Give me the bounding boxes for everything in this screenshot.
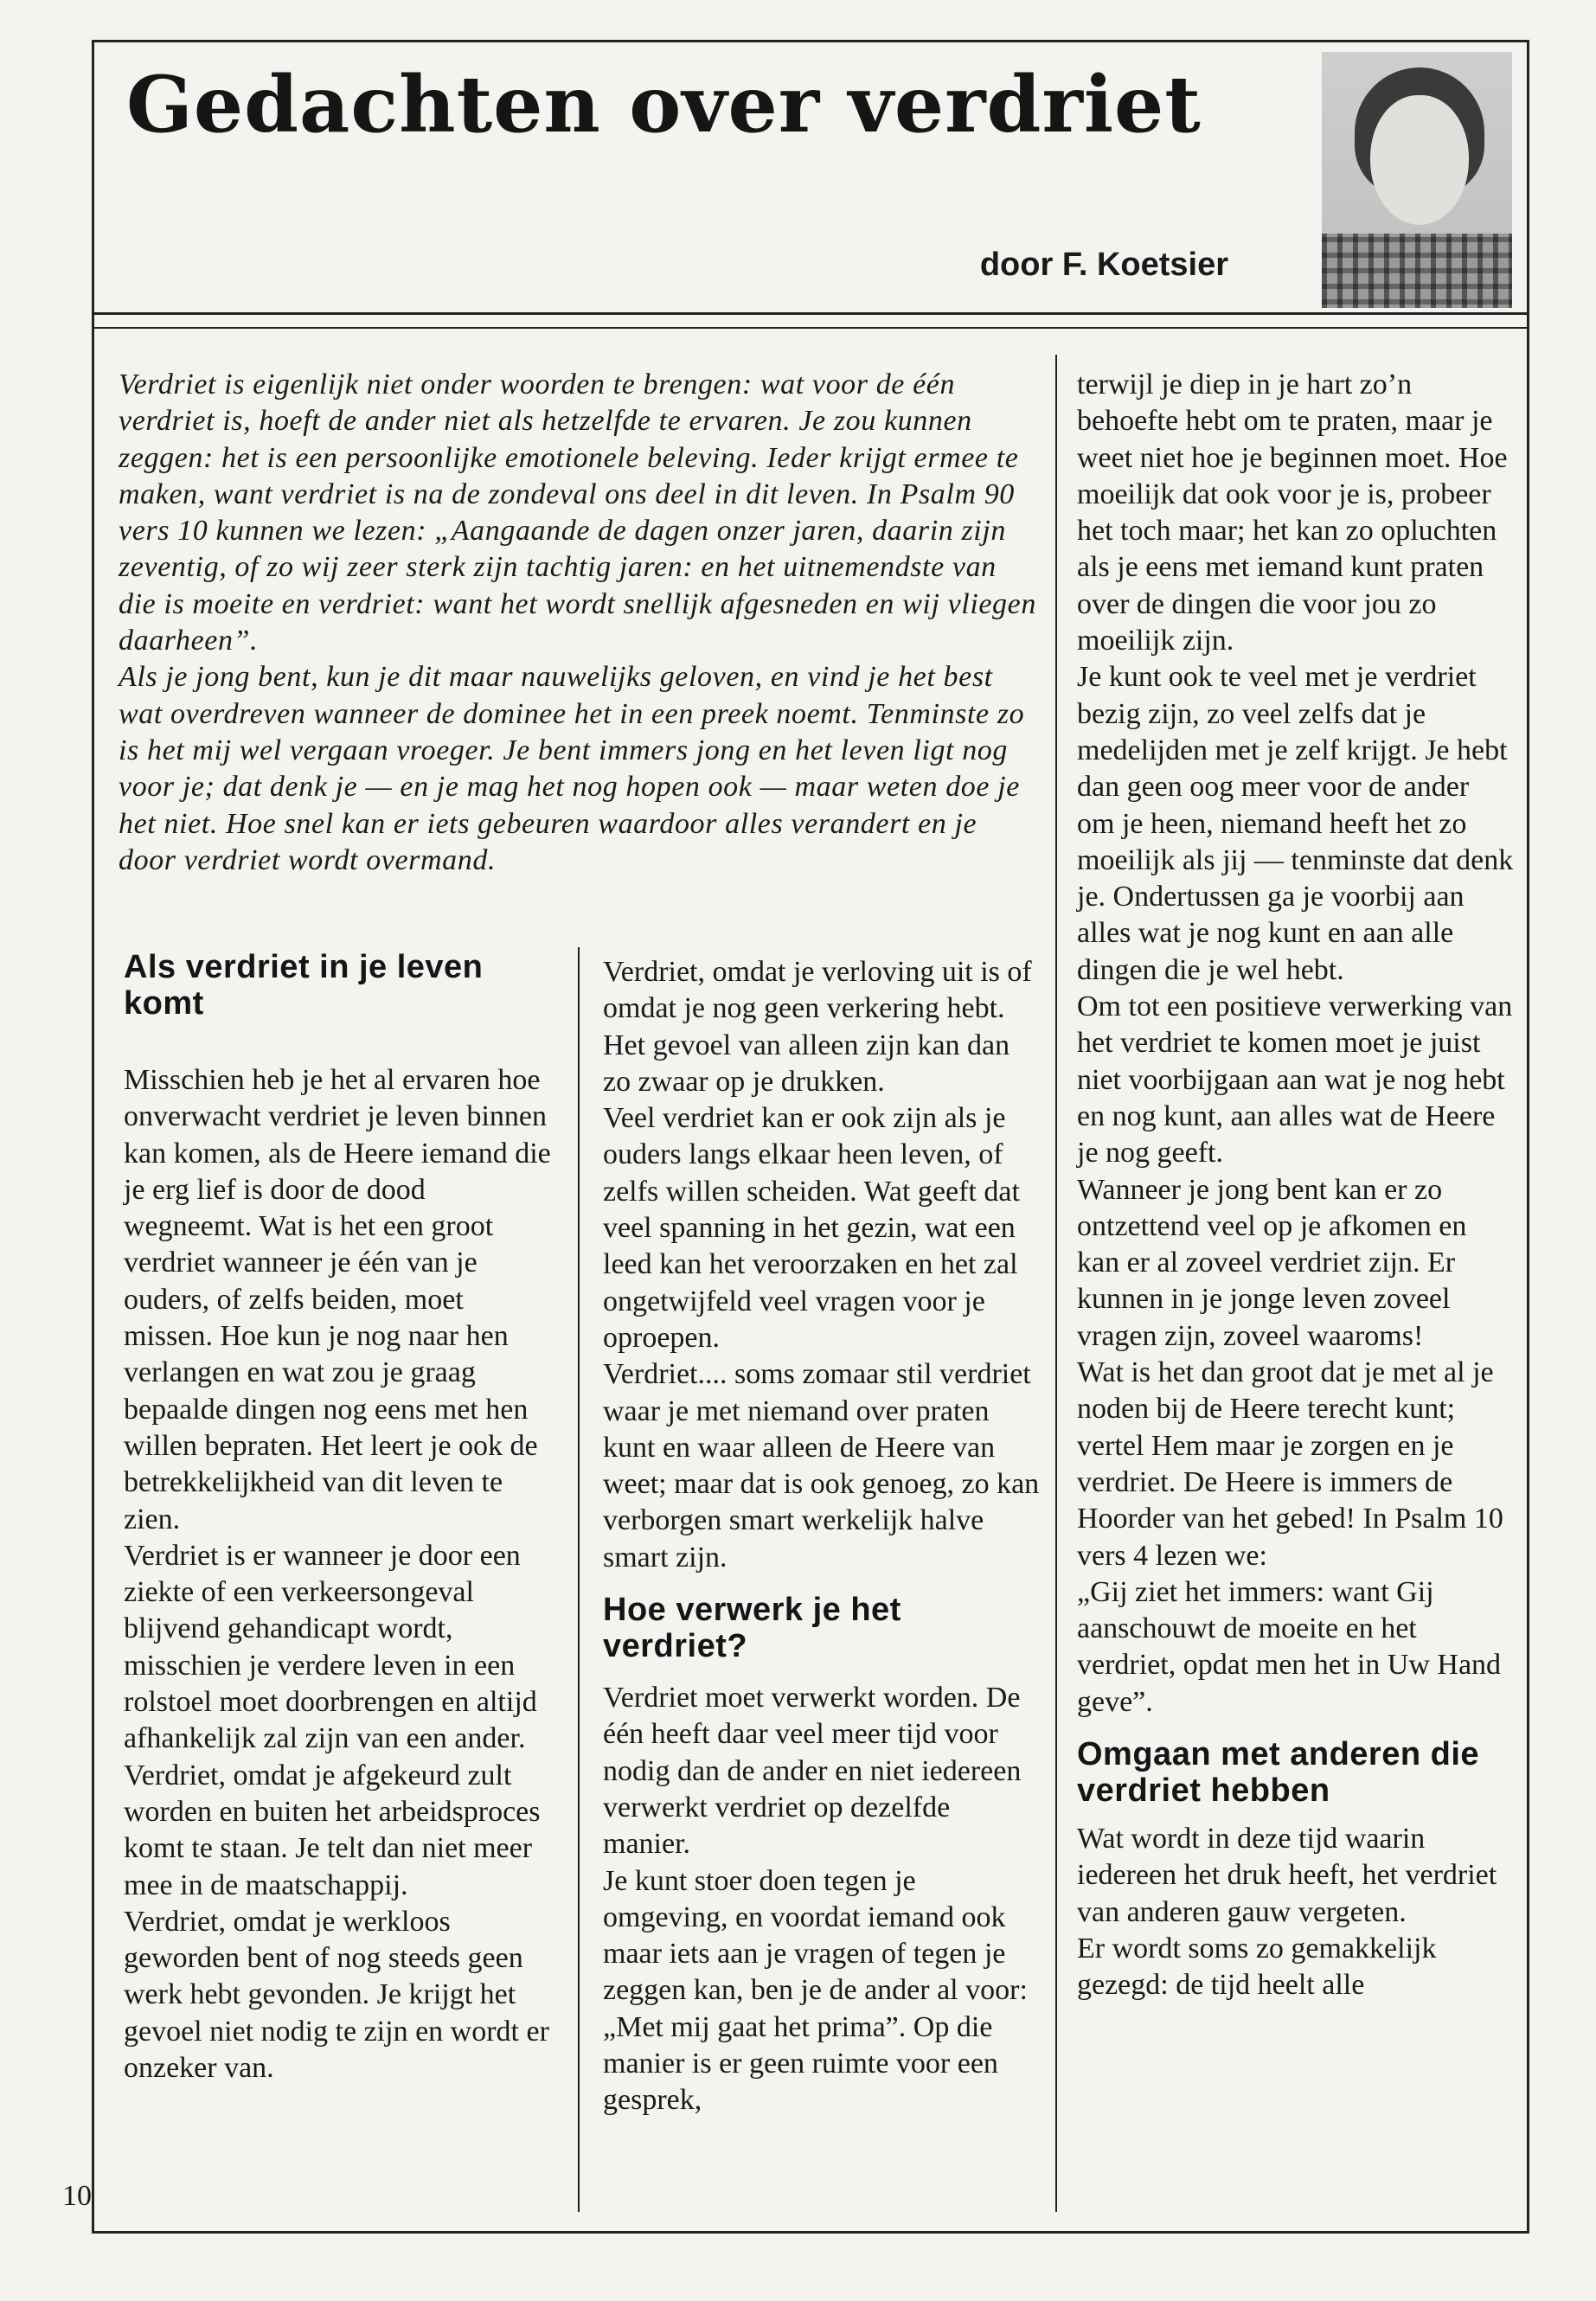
body-paragraph: Om tot een positieve verwerking van het verdriet te komen moet je juist niet voorbijgaan aan wat je nog hebt en nog kunt, aan alles wat de Heere je nog geeft. (1077, 990, 1513, 1170)
column-divider-1 (578, 947, 580, 2212)
body-paragraph: Verdriet, omdat je werkloos geworden bent of nog steeds geen werk hebt gevonden. Je krijgt het gevoel niet nodig te zijn en wordt er onzeker van. (124, 1905, 549, 2085)
author-byline: door F. Koetsier (979, 247, 1228, 283)
section-heading-omgaan: Omgaan met anderen die verdriet hebben (1077, 1735, 1480, 1809)
body-paragraph: Je kunt ook te veel met je verdriet bezig zijn, zo veel zelfs dat je medelijden met je zelf krijgt. Je hebt dan geen oog meer voor de ander om je heen, niemand heeft het zo moeilijk als jij — tenminste dat denk je. Ondertussen ga je voorbij aan alles wat je nog kunt en aan alle dingen die je wel hebt. (1077, 661, 1514, 986)
body-paragraph: Verdriet, omdat je afgekeurd zult worden en buiten het arbeidsproces komt te staan. Je telt dan niet meer mee in de maatschappij. (124, 1759, 541, 1901)
intro-paragraph: Als je jong bent, kun je dit maar nauwelijks geloven, en vind je het best wat overdreven wanneer de dominee het in een preek noemt. Tenminste zo is het mij wel vergaan vroeger. Je bent immers jong en het leven ligt nog voor je; dat denk je — en je mag het nog hopen ook — maar weten doe je het niet. Hoe snel kan er iets gebeuren waardoor alles verandert en je door verdriet wordt overmand. (119, 661, 1025, 876)
body-paragraph: „Gij ziet het immers: want Gij aanschouwt de moeite en het verdriet, opdat men het in Uw Hand geve”. (1077, 1575, 1502, 1718)
page-number: 10 (62, 2180, 92, 2212)
photo-face (1370, 95, 1469, 225)
title-divider (92, 327, 1529, 329)
column-1 (124, 1062, 556, 2086)
body-paragraph: Verdriet is er wanneer je door een ziekte of een verkeersongeval blijvend gehandicapt wordt, misschien je verdere leven in een rolstoel moet doorbrengen en altijd afhankelijk zal zijn van een ander. (124, 1539, 537, 1755)
column-2 (603, 954, 1040, 2119)
section-heading-hoe-verwerk: Hoe verwerk je het verdriet? (603, 1592, 901, 1665)
body-paragraph: Misschien heb je het al ervaren hoe onverwacht verdriet je leven binnen kan komen, als de Heere iemand die je erg lief is door de dood wegneemt. Wat is het een groot verdriet wanneer je één van je ouders, of zelfs beiden, moet missen. Hoe kun je nog naar hen verlangen en wat zou je graag bepaalde dingen nog eens met hen willen bepraten. Het leert je ook de betrekkelijkheid van dit leven te zien. (124, 1064, 551, 1535)
body-paragraph: Wat is het dan groot dat je met al je noden bij de Heere terecht kunt; vertel Hem maar je zorgen en je verdriet. De Heere is immers de Hoorder van het gebed! In Psalm 10 vers 4 lezen we: (1077, 1356, 1503, 1572)
author-photo (1322, 52, 1512, 308)
body-paragraph: Verdriet moet verwerkt worden. De één heeft daar veel meer tijd voor nodig dan de ander en niet iedereen verwerkt verdriet op dezelfde manier. (603, 1682, 1022, 1861)
column-3 (1077, 367, 1514, 2003)
body-paragraph: Er wordt soms zo gemakkelijk gezegd: de tijd heelt alle (1077, 1932, 1437, 2002)
intro-paragraph: Verdriet is eigenlijk niet onder woorden te brengen: wat voor de één verdriet is, hoeft de ander niet als hetzelfde te ervaren. Je zou kunnen zeggen: het is een persoonlijke emotionele beleving. Ieder krijgt ermee te maken, want verdriet is na de zondeval ons deel in dit leven. In Psalm 90 vers 10 kunnen we lezen: „Aangaande de dagen onzer jaren, daarin zijn zeventig, of zo wij zeer sterk zijn tachtig jaren: en het uitnemendste van die is moeite en verdriet: want het wordt snellijk afgesneden en wij vliegen daarheen”. (119, 369, 1036, 657)
body-paragraph: Wanneer je jong bent kan er zo ontzettend veel op je afkomen en kan er al zoveel verdriet zijn. Er kunnen in je jonge leven zoveel vragen zijn, zoveel waaroms! (1077, 1173, 1467, 1352)
photo-shirt (1322, 234, 1512, 308)
section-heading-als-verdriet: Als verdriet in je leven komt (124, 949, 484, 1022)
body-paragraph: Verdriet.... soms zomaar stil verdriet waar je met niemand over praten kunt en waar alleen de Heere van weet; maar dat is ook genoeg, zo kan verborgen smart werkelijk halve smart zijn. (603, 1358, 1040, 1574)
body-paragraph: Wat wordt in deze tijd waarin iedereen het druk heeft, het verdriet van anderen gauw vergeten. (1077, 1822, 1497, 1928)
body-paragraph: Verdriet, omdat je verloving uit is of omdat je nog geen verkering hebt. Het gevoel van alleen zijn kan dan zo zwaar op je drukken. (603, 956, 1032, 1098)
body-paragraph: Veel verdriet kan er ook zijn als je ouders langs elkaar heen leven, of zelfs willen scheiden. Wat geeft dat veel spanning in het gezin, wat een leed kan het veroorzaken en het zal ongetwijfeld veel vragen voor je oproepen. (603, 1102, 1020, 1354)
body-paragraph: Je kunt stoer doen tegen je omgeving, en voordat iemand ook maar iets aan je vragen of tegen je zeggen kan, ben je de ander al voor: „Met mij gaat het prima”. Op die manier is er geen ruimte voor een gesprek, (603, 1864, 1028, 2117)
intro-text (119, 367, 1040, 879)
column-divider-2 (1055, 355, 1057, 2212)
article-title: Gedachten over verdriet (126, 59, 1202, 151)
body-paragraph: terwijl je diep in je hart zo’n behoefte hebt om te praten, maar je weet niet hoe je beginnen moet. Hoe moeilijk dat ook voor je is, probeer het toch maar; het kan zo opluchten als je eens met iemand kunt praten over de dingen die voor jou zo moeilijk zijn. (1077, 369, 1508, 657)
